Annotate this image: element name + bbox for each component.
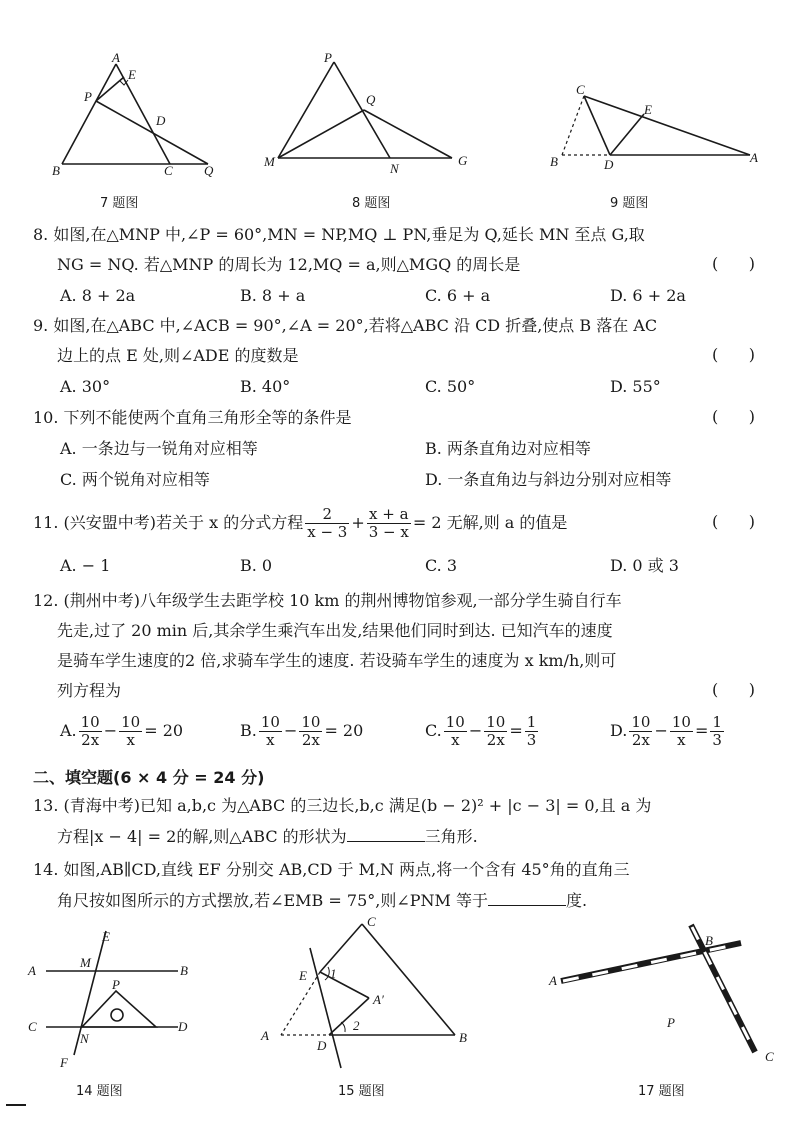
figure-7 bbox=[40, 48, 230, 183]
fig17-caption: 17 题图 bbox=[638, 1084, 685, 1099]
q8-line1: 8. 如图,在△MNP 中,∠P = 60°,MN = NP,MQ ⊥ PN,垂足为 Q,延长 MN 至点 G,取 bbox=[33, 225, 645, 244]
q10-option-b: B. 两条直角边对应相等 bbox=[425, 439, 591, 458]
q12-a-frac1 bbox=[79, 714, 102, 749]
q12-c-f1d: x bbox=[451, 731, 460, 749]
q11-option-c: C. 3 bbox=[425, 556, 458, 575]
q12-d-frac3 bbox=[710, 714, 724, 749]
q12-c-f2n: 10 bbox=[486, 713, 506, 731]
fig17-label-c: C bbox=[765, 1049, 774, 1064]
fig7-label-d: D bbox=[156, 113, 166, 128]
fig9-label-a: A bbox=[750, 150, 758, 165]
fig9-label-b: B bbox=[550, 154, 558, 169]
q13-line2-end: 三角形. bbox=[424, 827, 478, 846]
fig7-label-c: C bbox=[164, 163, 173, 178]
q13-answer-blank[interactable] bbox=[347, 827, 425, 842]
q12-c-f2d: 2x bbox=[486, 731, 505, 749]
q14-line2-text: 角尺按如图所示的方式摆放,若∠EMB = 75°,则∠PNM 等于 bbox=[57, 891, 488, 910]
q12-b-f1d: x bbox=[266, 731, 275, 749]
fig15-label-d: D bbox=[317, 1038, 327, 1053]
q14-line2 bbox=[57, 890, 587, 912]
q12-line4: 列方程为 bbox=[57, 681, 122, 700]
fig15-label-1: 1 bbox=[330, 966, 337, 981]
q11-option-b: B. 0 bbox=[240, 556, 273, 575]
q14-answer-blank[interactable] bbox=[488, 891, 566, 906]
q12-b-frac2 bbox=[299, 714, 322, 749]
q11-fraction-1 bbox=[305, 506, 349, 541]
q12-d-f3n: 1 bbox=[712, 713, 722, 731]
q12-line2: 先走,过了 20 min 后,其余学生乘汽车出发,结果他们同时到达. 已知汽车的速度 bbox=[57, 621, 613, 640]
fig14-label-p: P bbox=[112, 977, 120, 992]
q12-a-f1n: 10 bbox=[80, 713, 100, 731]
page-edge-mark bbox=[6, 1104, 26, 1106]
q12-a-minus: − bbox=[103, 721, 118, 740]
q11-prefix: 11. (兴安盟中考)若关于 x 的分式方程 bbox=[33, 513, 304, 532]
q11-f2-denominator: 3 − x bbox=[368, 523, 409, 541]
q12-a-f1d: 2x bbox=[81, 731, 100, 749]
q12-c-frac2 bbox=[484, 714, 507, 749]
q12-a-f2d: x bbox=[126, 731, 135, 749]
fig17-label-b: B bbox=[705, 933, 713, 948]
q8-option-b: B. 8 + a bbox=[240, 286, 306, 305]
q8-option-d: D. 6 + 2a bbox=[610, 286, 686, 305]
fig15-caption: 15 题图 bbox=[338, 1084, 385, 1099]
q8-line2: NG = NQ. 若△MNP 的周长为 12,MQ = a,则△MGQ 的周长是 bbox=[57, 255, 521, 274]
fig15-label-2: 2 bbox=[353, 1018, 360, 1033]
fig14-label-e: E bbox=[102, 929, 110, 944]
fig8-label-p: P bbox=[324, 50, 332, 65]
q12-d-frac2 bbox=[670, 714, 693, 749]
q11-f2-numerator: x + a bbox=[367, 506, 411, 524]
q11-option-d: D. 0 或 3 bbox=[610, 556, 679, 575]
fig7-label-e: E bbox=[128, 67, 136, 82]
q9-option-b: B. 40° bbox=[240, 377, 291, 396]
fig17-label-a: A bbox=[549, 973, 557, 988]
q12-d-eq: = bbox=[694, 721, 709, 740]
fig15-label-e: E bbox=[299, 968, 307, 983]
q12-a-rhs: = 20 bbox=[144, 721, 184, 740]
figure-15 bbox=[255, 910, 485, 1075]
q8-answer-paren: ( ) bbox=[712, 254, 755, 273]
q12-d-f3d: 3 bbox=[712, 731, 722, 749]
q12-d-f2n: 10 bbox=[671, 713, 691, 731]
q12-option-c bbox=[425, 712, 540, 750]
fig14-label-f: F bbox=[60, 1055, 68, 1070]
q10-answer-paren: ( ) bbox=[712, 407, 755, 426]
q8-option-a: A. 8 + 2a bbox=[60, 286, 136, 305]
q13-line1: 13. (青海中考)已知 a,b,c 为△ABC 的三边长,b,c 满足(b − 2)² + |c − 3| = 0,且 a 为 bbox=[33, 796, 652, 815]
fig8-label-q: Q bbox=[366, 92, 376, 107]
fig7-label-a: A bbox=[112, 50, 120, 65]
fig9-label-e: E bbox=[644, 102, 652, 117]
q9-option-c: C. 50° bbox=[425, 377, 476, 396]
fig9-caption: 9 题图 bbox=[610, 196, 649, 211]
q12-b-rhs: = 20 bbox=[324, 721, 364, 740]
fig9-label-d: D bbox=[604, 157, 614, 172]
fig8-label-g: G bbox=[458, 153, 468, 168]
q11-f1-numerator: 2 bbox=[305, 506, 349, 524]
fig7-label-p: P bbox=[84, 89, 92, 104]
q13-line2 bbox=[57, 826, 478, 848]
q9-option-a: A. 30° bbox=[60, 377, 111, 396]
fig14-label-n: N bbox=[80, 1031, 89, 1046]
q12-c-minus: − bbox=[468, 721, 483, 740]
fig15-label-a-prime: A′ bbox=[373, 992, 384, 1007]
figure-17 bbox=[545, 915, 785, 1070]
q12-line3: 是骑车学生速度的2 倍,求骑车学生的速度. 若设骑车学生的速度为 x km/h,则可 bbox=[57, 651, 617, 670]
q12-d-minus: − bbox=[654, 721, 668, 740]
fig14-caption: 14 题图 bbox=[76, 1084, 123, 1099]
q12-c-frac1 bbox=[444, 714, 467, 749]
fig17-label-p: P bbox=[667, 1015, 675, 1030]
q10-option-c: C. 两个锐角对应相等 bbox=[60, 470, 210, 489]
q12-line1: 12. (荆州中考)八年级学生去距学校 10 km 的荆州博物馆参观,一部分学生骑自行车 bbox=[33, 591, 622, 610]
q8-option-c: C. 6 + a bbox=[425, 286, 491, 305]
q12-b-f1n: 10 bbox=[260, 713, 280, 731]
q12-b-f2n: 10 bbox=[301, 713, 321, 731]
q14-line2-end: 度. bbox=[565, 891, 588, 910]
figure-14 bbox=[20, 925, 210, 1075]
fig15-label-b: B bbox=[459, 1030, 467, 1045]
q11-fraction-2 bbox=[367, 506, 411, 541]
fig14-label-m: M bbox=[80, 955, 91, 970]
fig8-label-n: N bbox=[390, 161, 399, 176]
fig9-label-c: C bbox=[576, 82, 585, 97]
q10-line1: 10. 下列不能使两个直角三角形全等的条件是 bbox=[33, 408, 352, 427]
q12-a-f2n: 10 bbox=[121, 713, 141, 731]
figure-8 bbox=[258, 48, 488, 183]
q11-suffix: = 2 无解,则 a 的值是 bbox=[412, 513, 568, 532]
q12-c-f3d: 3 bbox=[526, 731, 537, 749]
q12-a-label: A. bbox=[60, 721, 77, 740]
fig8-caption: 8 题图 bbox=[352, 196, 391, 211]
fig14-label-b: B bbox=[180, 963, 188, 978]
q9-line1: 9. 如图,在△ABC 中,∠ACB = 90°,∠A = 20°,若将△ABC 沿 CD 折叠,使点 B 落在 AC bbox=[33, 316, 658, 335]
q12-d-f1n: 10 bbox=[631, 713, 651, 731]
q12-c-label: C. bbox=[425, 721, 442, 740]
q11-line1 bbox=[33, 504, 567, 542]
q9-answer-paren: ( ) bbox=[712, 345, 755, 364]
q9-option-d: D. 55° bbox=[610, 377, 661, 396]
q12-b-label: B. bbox=[240, 721, 257, 740]
q10-option-d: D. 一条直角边与斜边分别对应相等 bbox=[425, 470, 672, 489]
q11-answer-paren: ( ) bbox=[712, 512, 755, 531]
q12-answer-paren: ( ) bbox=[712, 680, 755, 699]
q14-line1: 14. 如图,AB∥CD,直线 EF 分别交 AB,CD 于 M,N 两点,将一个含有 45°角的直角三 bbox=[33, 860, 630, 879]
q11-f1-denominator: x − 3 bbox=[307, 523, 348, 541]
fig7-label-b: B bbox=[52, 163, 60, 178]
q12-option-d bbox=[610, 712, 726, 750]
fig14-label-c: C bbox=[28, 1019, 37, 1034]
q13-line2-text: 方程|x − 4| = 2的解,则△ABC 的形状为 bbox=[57, 827, 347, 846]
q10-option-a: A. 一条边与一锐角对应相等 bbox=[60, 439, 258, 458]
section-fill-in-blank-heading: 二、填空题(6 × 4 分 = 24 分) bbox=[33, 768, 265, 787]
q12-b-f2d: 2x bbox=[301, 731, 320, 749]
q12-b-frac1 bbox=[259, 714, 282, 749]
q12-a-frac2 bbox=[119, 714, 142, 749]
q12-c-eq: = bbox=[509, 721, 523, 740]
fig14-label-d: D bbox=[178, 1019, 188, 1034]
fig15-label-c: C bbox=[367, 914, 376, 929]
q11-plus: + bbox=[351, 513, 365, 532]
q12-c-f1n: 10 bbox=[445, 713, 465, 731]
fig15-label-a: A bbox=[261, 1028, 269, 1043]
q12-c-frac3 bbox=[525, 714, 539, 749]
figure-9 bbox=[540, 78, 770, 183]
q12-d-label: D. bbox=[610, 721, 628, 740]
q12-d-frac1 bbox=[629, 714, 652, 749]
q12-d-f2d: x bbox=[677, 731, 686, 749]
fig7-caption: 7 题图 bbox=[100, 196, 139, 211]
q12-b-minus: − bbox=[283, 721, 298, 740]
q9-line2: 边上的点 E 处,则∠ADE 的度数是 bbox=[57, 346, 299, 365]
q11-option-a: A. − 1 bbox=[60, 556, 111, 575]
q12-option-b bbox=[240, 712, 363, 750]
q12-option-a bbox=[60, 712, 183, 750]
fig14-label-a: A bbox=[28, 963, 36, 978]
fig7-label-q: Q bbox=[204, 163, 214, 178]
q12-c-f3n: 1 bbox=[526, 713, 537, 731]
fig8-label-m: M bbox=[264, 154, 275, 169]
q12-d-f1d: 2x bbox=[631, 731, 650, 749]
